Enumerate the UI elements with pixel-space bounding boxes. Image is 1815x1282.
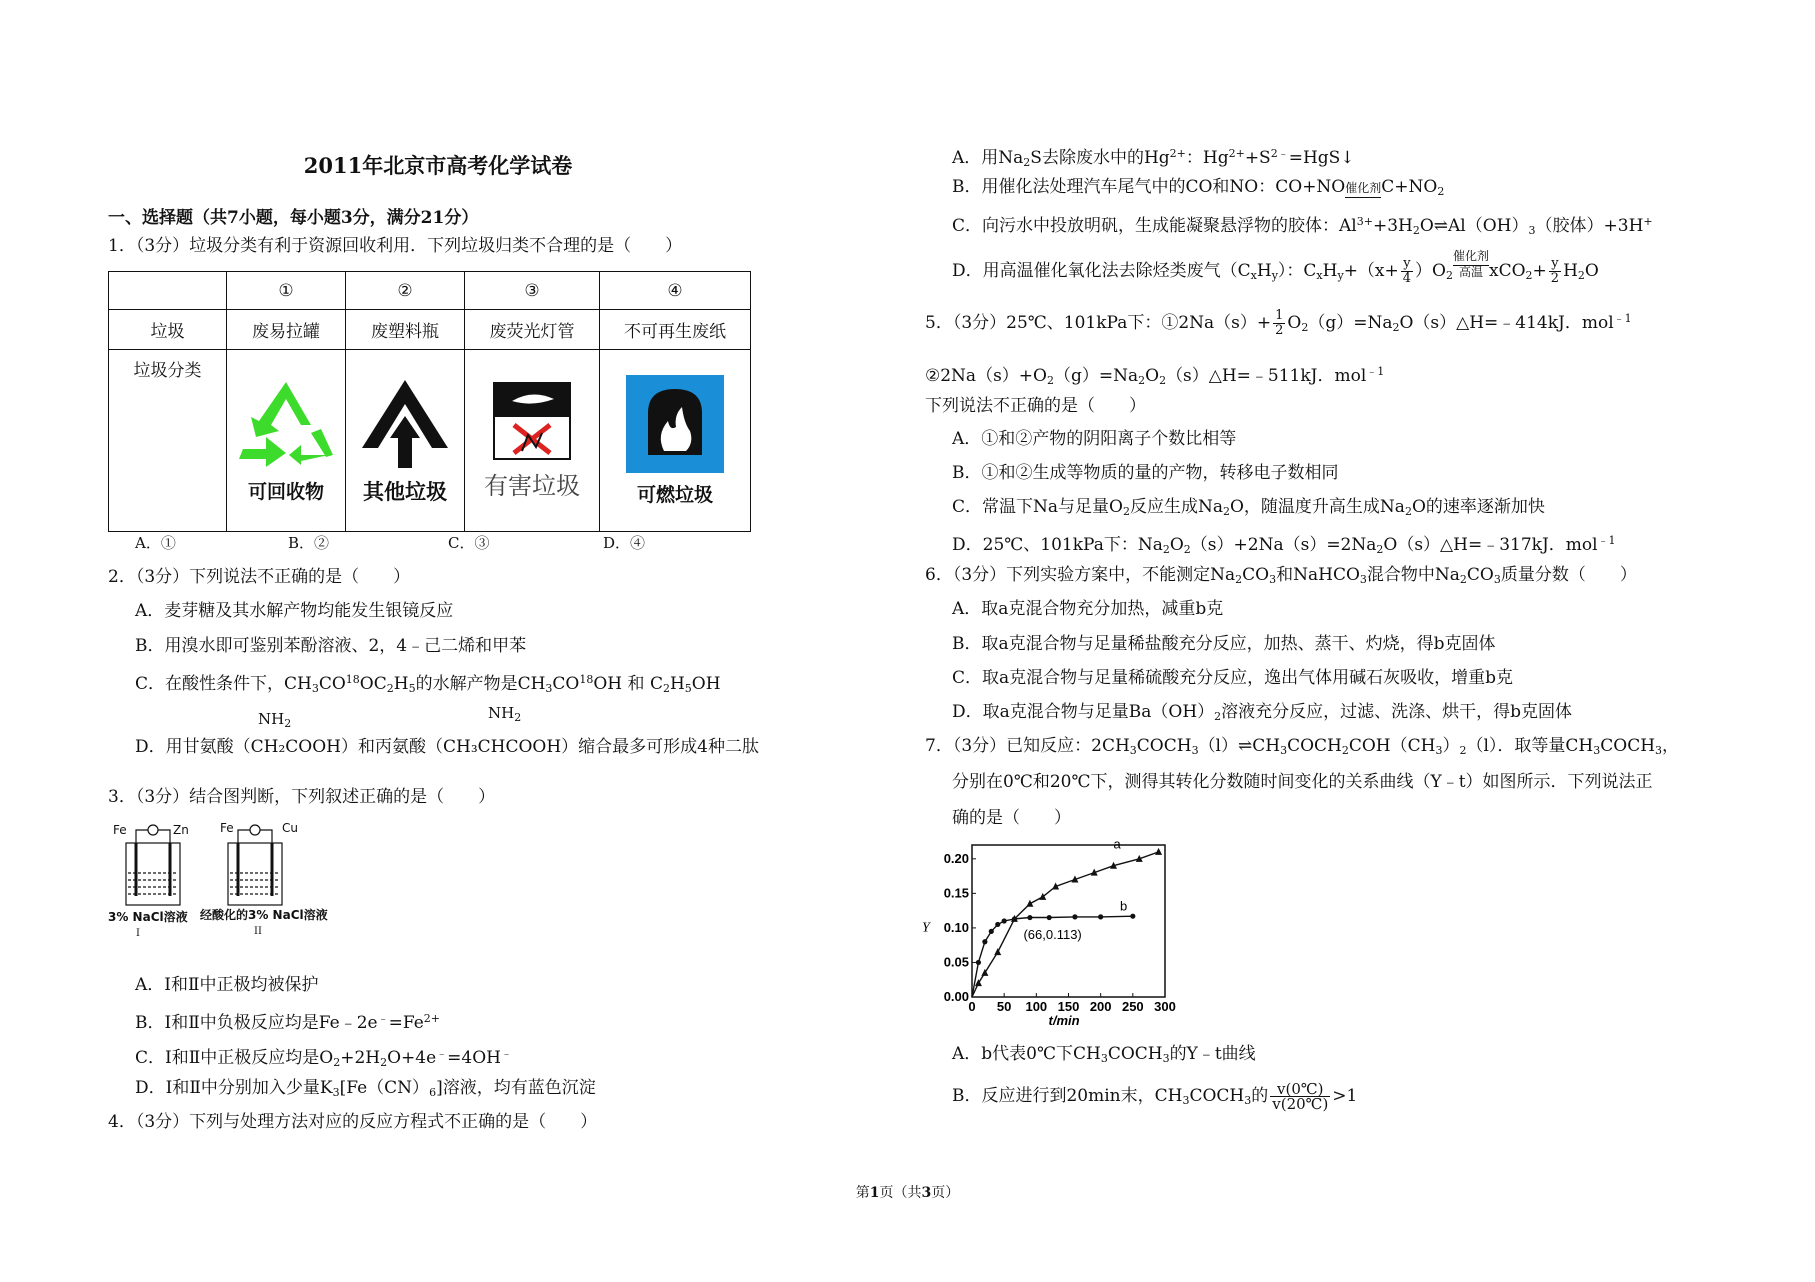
data-point-b [995,922,1000,927]
q7-line1: 7．（3分）已知反应：$2CH_3COCH_3(l)\rightleftharpoons CH_3COCH_2COH(CH_3)_2(l)$．取等量$CH_3COCH_3$， [925,736,1680,757]
cell-label: 3% NaCl溶液 [108,910,188,924]
cell-roman: I [136,928,140,938]
q3-option-c[interactable]: C．Ⅰ和Ⅱ中正极反应均是$O_2+2H_2O+4e^﹣=4OH^﹣$ [135,1047,512,1069]
q3-option-a[interactable]: A．Ⅰ和Ⅱ中正极均被保护 [135,975,319,995]
item-cell: 废荧光灯管 [465,310,600,350]
flame-icon [626,375,724,473]
q4-option-d[interactable]: D．用高温催化氧化法去除烃类废气$(C_xH_y)$：$C_xH_y+(x+$ $\frac{y}{4}$ ）$O_2$ 催化剂 高温 xCO$_2$+ $\frac{y}{2}$ $H_2O$ [952,249,1599,286]
col-num: ② [346,272,465,310]
sign-label: 其他垃圾 [363,479,447,504]
q6-option-a[interactable]: A．取a克混合物充分加热，减重b克 [952,599,1224,619]
q4-option-c[interactable]: C．向污水中投放明矾，生成能凝聚悬浮物的胶体：$Al^{3+}+3H_2O\rightleftharpoons Al(OH)_3$（胶体）+3H+ [952,215,1653,237]
electrode-label: Cu [282,821,298,835]
electrode-label: Fe [220,821,234,835]
row-label: 垃圾 [109,310,227,350]
q2-option-a[interactable]: A．麦芽糖及其水解产物均能发生银镜反应 [135,601,454,621]
nh2-label: $NH_2$ [258,710,292,730]
y-t-chart [920,835,1180,1025]
data-point-b [1130,914,1135,919]
hazard-icon [492,381,572,461]
data-point-b [1072,914,1077,919]
electrode-label: Fe [113,823,127,837]
cell-label: 经酸化的3% NaCl溶液 [200,908,328,922]
q7-line3: 确的是（ ） [952,808,1071,828]
recyclable-sign [227,350,346,532]
x-tick-label: 150 [1057,999,1080,1014]
choice-a[interactable]: A．① [135,534,176,552]
item-cell: 废塑料瓶 [346,310,465,350]
other-waste-sign [346,350,465,532]
q3-stem: 3．（3分）结合图判断，下列叙述正确的是（ ） [108,787,496,807]
data-point-b [1098,914,1103,919]
q7-line2: 分别在0℃和20℃下，测得其转化分数随时间变化的关系曲线（Y﹣t）如图所示．下列说法正 [952,772,1653,792]
hazardous-sign [465,350,600,532]
q6-option-c[interactable]: C．取a克混合物与足量稀硫酸充分反应，逸出气体用碱石灰吸收，增重b克 [952,668,1514,688]
q5-line2: $②2Na(s)+O_2(g)=Na_2O_2(s)\triangle H=﹣511kJ$．mol$^{﹣1}$ [925,365,1385,387]
other-waste-icon [350,376,460,471]
q4-option-b[interactable]: B．用催化法处理汽车尾气中的CO和NO：CO+NO 催化剂 $C+NO_2$ [952,177,1445,198]
q4-option-a[interactable]: A．用$Na_2S$去除废水中的$Hg^{2+}$：$Hg^{2+}+S^{2﹣}=HgS↓$ [952,147,1355,169]
data-point-a [1039,893,1046,900]
q2-option-c[interactable]: C．在酸性条件下，$CH_3CO^{18}OC_2H_5$的水解产物是$CH_3CO^{18}OH$ 和 $C_2H_5OH$ [135,673,721,695]
q5-stem: 5．（3分）25℃、101kPa下：①2Na（s）+ $\frac{1}{2}$ $O_2(g)=Na_2O(s)\triangle H=﹣414kJ$．mol$^{﹣1}$ [925,308,1632,338]
series-label-b: b [1119,898,1128,914]
page-title: 2011年北京市高考化学试卷 [303,153,573,178]
item-cell: 不可再生废纸 [600,310,751,350]
x-axis-label: t/min [1048,1013,1080,1025]
row-label: 垃圾分类 [109,350,227,532]
galvanic-cell-diagram [108,818,358,938]
y-tick-label: 0.10 [943,919,969,935]
data-point-a [1026,900,1033,907]
x-tick-label: 100 [1025,999,1048,1014]
q1-stem: 1．（3分）垃圾分类有利于资源回收利用．下列垃圾归类不合理的是（ ） [108,236,683,256]
data-point-b [1047,915,1052,920]
chart-annotation: (66,0.113) [1023,926,1082,942]
q5-option-a[interactable]: A．①和②产物的阴阳离子个数比相等 [952,429,1237,449]
waste-table [108,271,751,532]
col-num: ① [227,272,346,310]
data-point-a [994,948,1001,955]
y-tick-label: 0.15 [943,885,969,901]
data-point-b [976,960,981,965]
q5-line3: 下列说法不正确的是（ ） [925,396,1146,416]
q3-option-b[interactable]: B．Ⅰ和Ⅱ中负极反应均是$Fe﹣2e^﹣=Fe^{2+}$ [135,1012,440,1033]
data-point-b [1002,918,1007,923]
y-axis-label: Y [922,920,930,936]
data-point-a [1155,848,1162,855]
item-cell: 废易拉罐 [227,310,346,350]
q6-stem: 6．（3分）下列实验方案中，不能测定$Na_2CO_3$和NaHCO$_3$混合物中$Na_2CO_3$质量分数（ ） [925,565,1637,586]
plot-frame [972,845,1165,997]
choice-c[interactable]: C．③ [448,534,490,552]
y-tick-label: 0.00 [943,989,969,1004]
data-point-b [982,939,987,944]
page-footer: 第1页（共3页） [855,1185,960,1201]
q3-option-d[interactable]: D．Ⅰ和Ⅱ中分别加入少量$K_3[Fe(CN)_6]$溶液，均有蓝色沉淀 [135,1078,596,1099]
q2-option-b[interactable]: B．用溴水即可鉴别苯酚溶液、2，4﹣己二烯和甲苯 [135,636,527,656]
col-num: ③ [465,272,600,310]
section-heading: 一、选择题（共7小题，每小题3分，满分21分） [108,208,479,228]
q6-option-d[interactable]: D．取a克混合物与足量$Ba(OH)_2$溶液充分反应，过滤、洗涤、烘干，得b克固体 [952,702,1573,723]
q7-option-b[interactable]: B．反应进行到20min末，$CH_3COCH_3$的 $\frac{v(0℃)}{v(20℃)}$ >1 [952,1080,1358,1113]
x-tick-label: 200 [1089,999,1112,1014]
sign-label: 可燃垃圾 [636,483,713,506]
q4-stem: 4．（3分）下列与处理方法对应的反应方程式不正确的是（ ） [108,1112,598,1132]
combustible-sign [600,350,751,532]
q5-option-c[interactable]: C．常温下Na与足量$O_2$反应生成$Na_2O$，随温度升高生成$Na_2O$的速率逐渐加快 [952,497,1545,518]
col-num: ④ [600,272,751,310]
x-tick-label: 50 [996,999,1012,1014]
sign-label: 有害垃圾 [484,471,580,500]
x-tick-label: 250 [1121,999,1144,1014]
data-point-b [1027,915,1032,920]
q6-option-b[interactable]: B．取a克混合物与足量稀盐酸充分反应，加热、蒸干、灼烧，得b克固体 [952,634,1496,654]
x-tick-label: 300 [1154,999,1176,1014]
data-point-b [989,929,994,934]
recycle-icon [231,377,341,472]
q2-option-d[interactable]: D．用甘氨酸（CH₂COOH）和丙氨酸（CH₃CHCOOH）缩合最多可形成4种二肽 [135,737,759,757]
data-point-b [1012,916,1017,921]
series-label-a: a [1113,836,1121,852]
x-tick-label: 0 [968,999,976,1014]
sign-label: 可回收物 [247,481,324,503]
q5-option-b[interactable]: B．①和②生成等物质的量的产物，转移电子数相同 [952,463,1339,483]
choice-b[interactable]: B．② [288,534,330,552]
electrode-label: Zn [173,823,189,837]
q7-option-a[interactable]: A．b代表0℃下$CH_3COCH_3$的Y﹣t曲线 [952,1044,1256,1065]
y-tick-label: 0.20 [943,850,969,866]
choice-d[interactable]: D．④ [603,534,646,552]
q2-stem: 2．（3分）下列说法不正确的是（ ） [108,567,411,587]
nh2-label: $NH_2$ [488,704,522,724]
y-tick-label: 0.05 [943,954,969,970]
q5-option-d[interactable]: D．25℃、101kPa下：$Na_2O_2(s)+2Na(s)=2Na_2O(s)\triangle H=﹣317kJ$．mol$^{﹣1}$ [952,534,1616,556]
cell-roman: II [254,926,262,937]
